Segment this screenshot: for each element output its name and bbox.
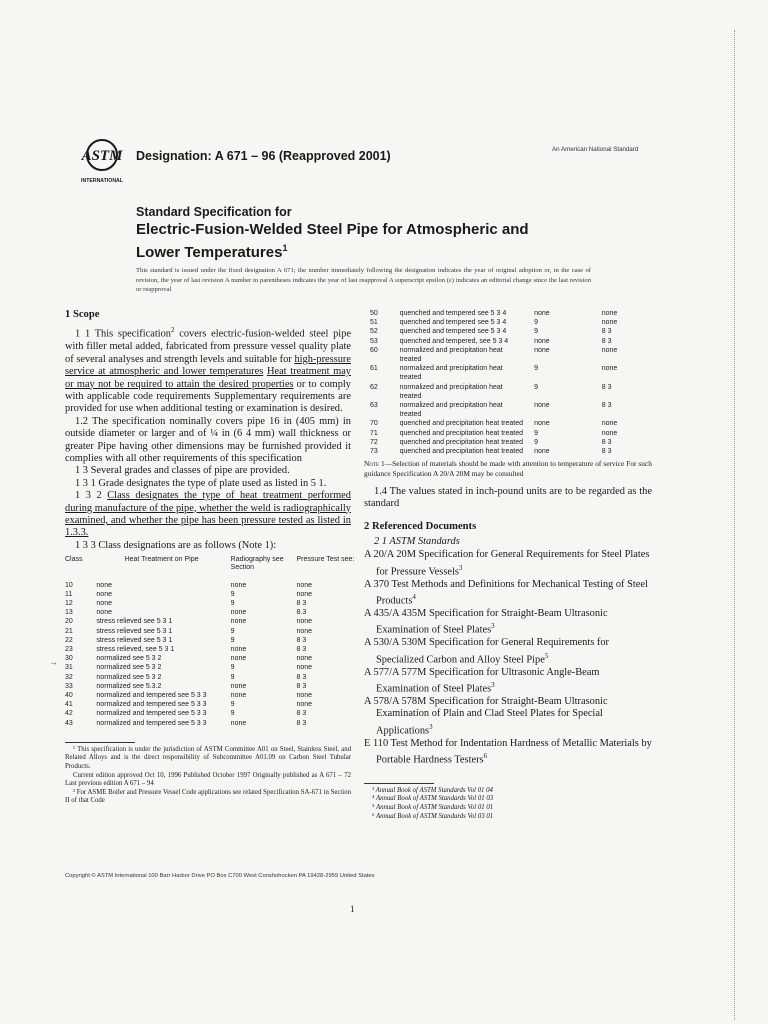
cell-radiography: 9 [230, 636, 235, 644]
table-row [65, 709, 355, 718]
cell-class: 32 [65, 673, 73, 681]
reference-footnote-mark: 6 [483, 751, 488, 760]
p1-1-end: or to comply with applicable code requirements Supplementary requirements are provided for use when additional testing or examination is desired. [65, 378, 351, 415]
reference-text: A 20/A 20M Specification for General Requirements for Steel Plates for Pressure Vessels [364, 549, 650, 578]
reference-footnote-mark: 3 [491, 622, 495, 631]
reference-text: A 370 Test Methods and Definitions for Mechanical Testing of Steel Products [364, 578, 648, 607]
title-line2: Electric-Fusion-Welded Steel Pipe for Atmospheric and [136, 221, 529, 238]
cell-heat-treatment: quenched and tempered see 5 3 4 [399, 328, 507, 336]
cell-pressure-test: 8 3 [601, 402, 612, 410]
footnote-annual-book: ⁴ Annual Book of ASTM Standards Vol 01 03 [372, 795, 494, 803]
para-1-3: 1 3 Several grades and classes of pipe are provided. [75, 465, 290, 477]
handwritten-arrow-icon: → [49, 657, 58, 667]
cell-radiography: 9 [230, 600, 235, 607]
th-class: Class [65, 556, 83, 564]
footnote-1: ¹ This specification is under the jurisdiction of ASTM Committee A01 on Steel, Stainless Steel, and Related Alloys and is the direct responsibility of Subcommittee A01.09 on Carbon Steel Tubular Products. [65, 745, 351, 771]
cell-class: 52 [370, 328, 378, 336]
cell-class: 33 [65, 682, 73, 690]
table-row [364, 429, 652, 438]
cell-class: 53 [370, 337, 378, 345]
cell-heat-treatment: normalized and tempered see 5 3 3 [96, 710, 207, 718]
cell-pressure-test: none [296, 627, 313, 635]
footnotes-right [364, 787, 652, 821]
cell-radiography: none [534, 310, 550, 317]
cell-radiography: 9 [534, 328, 539, 336]
title-sup: 1 [282, 243, 288, 253]
cell-class: 21 [65, 627, 73, 635]
th-heat-treatment: Heat Treatment on Pipe [124, 556, 199, 564]
cell-heat-treatment: normalized and precipitation heat treated [399, 402, 503, 419]
svg-text:ASTM: ASTM [81, 148, 123, 164]
cell-radiography: none [230, 609, 247, 617]
para-1-4: 1.4 The values stated in inch-pound units are to be regarded as the standard [364, 485, 652, 510]
note-1 [364, 459, 652, 478]
cell-radiography: none [534, 337, 550, 345]
cell-radiography: 9 [534, 383, 539, 391]
right-column [364, 309, 652, 821]
table-row [65, 719, 355, 728]
title-line3-text: Lower Temperatures [136, 244, 283, 261]
footnote-annual-book: ⁶ Annual Book of ASTM Standards Vol 03 01 [372, 812, 494, 820]
cell-pressure-test: 8 3 [601, 328, 612, 336]
cell-class: 11 [65, 590, 73, 598]
table-row [65, 590, 355, 599]
reference-footnote-mark: 5 [544, 651, 549, 660]
cell-pressure-test: none [296, 590, 313, 598]
cell-heat-treatment: none [96, 600, 112, 607]
cell-heat-treatment: stress relieved see 5 3 1 [96, 618, 173, 626]
para-1-3-2 [65, 490, 351, 540]
cell-radiography: none [230, 618, 247, 626]
cell-heat-treatment: quenched and precipitation heat treated [399, 438, 523, 446]
designation: Designation: A 671 – 96 (Reapproved 2001) [136, 149, 391, 163]
reference-text: A 530/A 530M Specification for General Requirements for Specialized Carbon and Alloy Steel Pipe [364, 637, 609, 666]
cell-heat-treatment: quenched and tempered, see 5 3 4 [399, 337, 509, 345]
cell-pressure-test: none [601, 429, 618, 437]
cell-heat-treatment: stress relieved, see 5 3 1 [96, 646, 175, 654]
cell-radiography: none [534, 420, 550, 428]
reference-text: E 110 Test Method for Indentation Hardness of Metallic Materials by Portable Hardness Testers [364, 737, 652, 766]
cell-heat-treatment: normalized see 5.3.2 [96, 682, 162, 690]
cell-pressure-test: none [601, 346, 618, 354]
cell-pressure-test: 8 3 [296, 719, 307, 727]
cell-pressure-test: 8 3 [296, 682, 307, 690]
left-column [65, 309, 355, 806]
cell-pressure-test: none [601, 310, 618, 317]
table-row [65, 663, 355, 672]
cell-heat-treatment: quenched and tempered see 5 3 4 [399, 310, 507, 317]
th-pressure-test: Pressure Test see: [296, 556, 355, 564]
cell-class: 31 [65, 664, 73, 672]
american-national-standard: An American National Standard [552, 146, 639, 153]
reference-list [364, 549, 652, 766]
cell-heat-treatment: none [96, 581, 112, 589]
table-row [364, 447, 652, 456]
table-row [364, 346, 652, 364]
cell-class: 71 [370, 429, 378, 437]
cell-class: 40 [65, 692, 73, 700]
cell-heat-treatment: quenched and precipitation heat treated [399, 448, 523, 456]
table-row [65, 627, 355, 636]
cell-radiography: none [230, 682, 247, 690]
cell-class: 51 [370, 319, 378, 327]
cell-class: 61 [370, 365, 378, 373]
cell-heat-treatment: normalized and tempered see 5 3 3 [96, 701, 207, 709]
cell-pressure-test: none [601, 420, 618, 428]
cell-heat-treatment: stress relieved see 5 3 1 [96, 627, 173, 635]
reference-item [364, 549, 652, 578]
copyright: Copyright © ASTM International 100 Barr Harbor Drive PO Box C700 West Conshohocken PA 19428-2959 United States [65, 873, 375, 879]
cell-pressure-test: none [296, 581, 313, 589]
table-row [364, 318, 652, 327]
cell-heat-treatment: normalized see 5 3 2 [96, 673, 162, 681]
cell-class: 43 [65, 719, 73, 727]
class-designation-table [65, 556, 355, 728]
page-number: 1 [350, 904, 355, 914]
cell-radiography: 9 [534, 438, 539, 446]
cell-radiography: 9 [534, 319, 539, 327]
cell-heat-treatment: normalized and precipitation heat treated [399, 365, 503, 382]
p1-1-underline1: high-pressure service at atmospheric and lower temperatures [65, 353, 351, 378]
cell-heat-treatment: quenched and precipitation heat treated [399, 429, 523, 437]
table-row [65, 599, 355, 608]
footnote-2: ² For ASME Boiler and Pressure Vessel Code applications see related Specification SA-671 in Section II of that Code [65, 788, 351, 805]
footnote-annual-book: ⁵ Annual Book of ASTM Standards Vol 01 01 [372, 804, 494, 812]
reference-item [364, 637, 652, 666]
cell-heat-treatment: quenched and tempered see 5 3 4 [399, 319, 507, 327]
footnote-rule-right [364, 783, 434, 784]
cell-class: 60 [370, 346, 378, 354]
cell-pressure-test: 8 3 [296, 646, 307, 654]
cell-pressure-test: 8 3 [296, 673, 307, 681]
table-header-row [65, 556, 355, 572]
cell-pressure-test: none [296, 692, 313, 700]
cell-radiography: 9 [230, 710, 235, 718]
cell-radiography: 9 [230, 673, 235, 681]
p1-1-rest: covers electric-fusion-welded steel pipe with filler metal added, fabricated from pressure vessel quality plate of several analyses and strength levels and suitable for [65, 328, 351, 365]
para-1-3-3: 1 3 3 Class designations are as follows (Note 1): [75, 539, 277, 551]
table-row [65, 636, 355, 645]
cell-class: 72 [370, 438, 378, 446]
table-row [364, 309, 652, 318]
cell-radiography: none [230, 646, 247, 654]
cell-class: 20 [65, 618, 73, 626]
table-row [364, 419, 652, 428]
refs-heading: 2 Referenced Documents [364, 520, 477, 532]
cell-heat-treatment: none [96, 590, 112, 598]
table-row [65, 700, 355, 709]
reference-item [364, 696, 652, 738]
cell-pressure-test: none [296, 701, 313, 709]
astm-logo [72, 137, 132, 187]
svg-text:INTERNATIONAL: INTERNATIONAL [81, 178, 123, 184]
note-1-label: Note 1 [364, 459, 385, 469]
table-row [364, 401, 652, 419]
cell-pressure-test: 8 3 [601, 448, 612, 456]
reference-text: A 435/A 435M Specification for Straight-Beam Ultrasonic Examination of Steel Plates [364, 608, 608, 636]
cell-heat-treatment: normalized see 5 3 2 [96, 664, 162, 672]
cell-radiography: 9 [534, 429, 539, 437]
cell-heat-treatment: normalized and tempered see 5 3 3 [96, 719, 207, 727]
p1-3-2-num: 1 3 2 [75, 490, 108, 502]
table-row [65, 654, 355, 663]
cell-pressure-test: none [296, 655, 313, 663]
cell-class: 22 [65, 636, 73, 644]
cell-heat-treatment: stress relieved see 5 3 1 [96, 636, 173, 644]
cell-radiography: none [230, 655, 247, 663]
scope-heading: 1 Scope [65, 309, 100, 320]
cell-class: 73 [370, 448, 378, 456]
cell-radiography: 9 [534, 365, 539, 373]
cell-radiography: none [230, 581, 247, 589]
cell-class: 70 [370, 420, 378, 428]
cell-class: 50 [370, 310, 378, 317]
footnote-rule-left [65, 742, 135, 743]
table-row [65, 673, 355, 682]
cell-class: 42 [65, 710, 73, 718]
th-radiography: Radiography see Section [230, 556, 284, 572]
cell-radiography: none [534, 448, 550, 456]
cell-class: 62 [370, 383, 378, 391]
cell-class: 10 [65, 581, 73, 589]
cell-radiography: 9 [230, 701, 235, 709]
cell-radiography: none [534, 346, 550, 354]
cell-radiography: 9 [230, 664, 235, 672]
standard-notice: This standard is issued under the fixed designation A 671; the number immediately following the designation indicates the year of original adoption or, in the case of revision, the year of last revision A number in parentheses indicates the year of last reapproval A superscript epsilon (ε) indicates an editorial change since the last revision or reapproval [136, 267, 591, 294]
title-line3 [136, 239, 576, 262]
table-row [364, 337, 652, 346]
reference-footnote-mark: 3 [429, 722, 433, 731]
cell-class: 30 [65, 655, 73, 663]
table-row [65, 581, 355, 590]
reference-footnote-mark: 4 [412, 593, 416, 602]
cell-pressure-test: none [601, 365, 618, 373]
cell-pressure-test: none [296, 618, 313, 626]
cell-heat-treatment: none [96, 609, 112, 617]
cell-radiography: none [534, 402, 550, 410]
cell-pressure-test: 8.3 [296, 609, 307, 617]
title-block [136, 204, 576, 262]
cell-class: 41 [65, 701, 73, 709]
cell-heat-treatment: normalized and precipitation heat treated [399, 383, 503, 400]
table-row [364, 364, 652, 382]
reference-text: A 578/A 578M Specification for Straight-Beam Ultrasonic Examination of Plain and Clad Steel Plates for Special Applications [364, 695, 608, 737]
cell-pressure-test: 8 3 [601, 383, 612, 391]
cell-heat-treatment: quenched and precipitation heat treated [399, 420, 523, 428]
reference-item [364, 738, 652, 767]
table-row [65, 682, 355, 691]
p1-1-sup: 2 [171, 326, 175, 335]
table-row [65, 645, 355, 654]
p1-1-underline2: Heat treatment may or may not be required to attain the desired properties [65, 366, 351, 390]
cell-class: 12 [65, 600, 73, 607]
cell-pressure-test: none [296, 664, 313, 672]
cell-radiography: 9 [230, 627, 235, 635]
reference-item [364, 667, 652, 696]
cell-class: 23 [65, 646, 73, 654]
reference-text: A 577/A 577M Specification for Ultrasonic Angle-Beam Examination of Steel Plates [364, 666, 600, 695]
scan-edge-line [734, 30, 735, 1020]
cell-heat-treatment: normalized see 5 3 2 [96, 655, 162, 663]
cell-pressure-test: none [601, 319, 618, 327]
p1-1-start: 1 1 This specification [75, 328, 171, 340]
cell-pressure-test: 8 3 [601, 337, 612, 345]
reference-footnote-mark: 3 [491, 680, 495, 689]
cell-pressure-test: 8 3 [296, 636, 307, 644]
reference-item [364, 579, 652, 608]
cell-heat-treatment: normalized and tempered see 5 3 3 [96, 692, 207, 700]
refs-subheading: 2 1 ASTM Standards [374, 536, 460, 548]
cell-pressure-test: 8 3 [296, 600, 307, 607]
cell-pressure-test: 8 3 [296, 710, 307, 718]
class-designation-table-continued [364, 309, 652, 456]
table-row [65, 608, 355, 617]
footnote-annual-book: ³ Annual Book of ASTM Standards Vol 01 04 [372, 786, 493, 794]
cell-radiography: none [230, 692, 247, 700]
reference-item [364, 608, 652, 637]
p1-3-2-underline: Class designates the type of heat treatment performed during manufacture of the pipe, whether the weld is radiographically examined, and whether the pipe has been pressure tested as listed in 1.3.3. [65, 490, 351, 539]
table-row [364, 383, 652, 401]
para-1-2: 1.2 The specification nominally covers pipe 16 in (405 mm) in outside diameter or larger and of ¼ in (6 4 mm) wall thickness or greater Pipe having other dimensions may be furnished provided it complies with all other requirements of this specification [65, 415, 351, 464]
cell-class: 63 [370, 402, 378, 410]
cell-pressure-test: 8 3 [601, 438, 612, 446]
cell-radiography: none [230, 719, 247, 727]
para-1-3-1: 1 3 1 Grade designates the type of plate used as listed in 5 1. [75, 477, 327, 489]
cell-heat-treatment: normalized and precipitation heat treated [399, 346, 503, 364]
table-row [65, 691, 355, 700]
table-row [364, 327, 652, 336]
cell-class: 13 [65, 609, 73, 617]
table-row [65, 617, 355, 626]
footnote-1b: Current edition approved Oct 10, 1996 Published October 1997 Originally published as A 671 – 72 Last previous edition A 671 – 94 [65, 771, 351, 788]
note-1-text: —Selection of materials should be made with attention to temperature of service For such guidance Specification A 20/A 20M may be consulted [364, 459, 652, 478]
cell-radiography: 9 [230, 590, 235, 598]
table-row [364, 438, 652, 447]
para-1-1 [65, 324, 351, 415]
title-line1: Standard Specification for [136, 205, 292, 219]
reference-footnote-mark: 3 [458, 563, 463, 572]
